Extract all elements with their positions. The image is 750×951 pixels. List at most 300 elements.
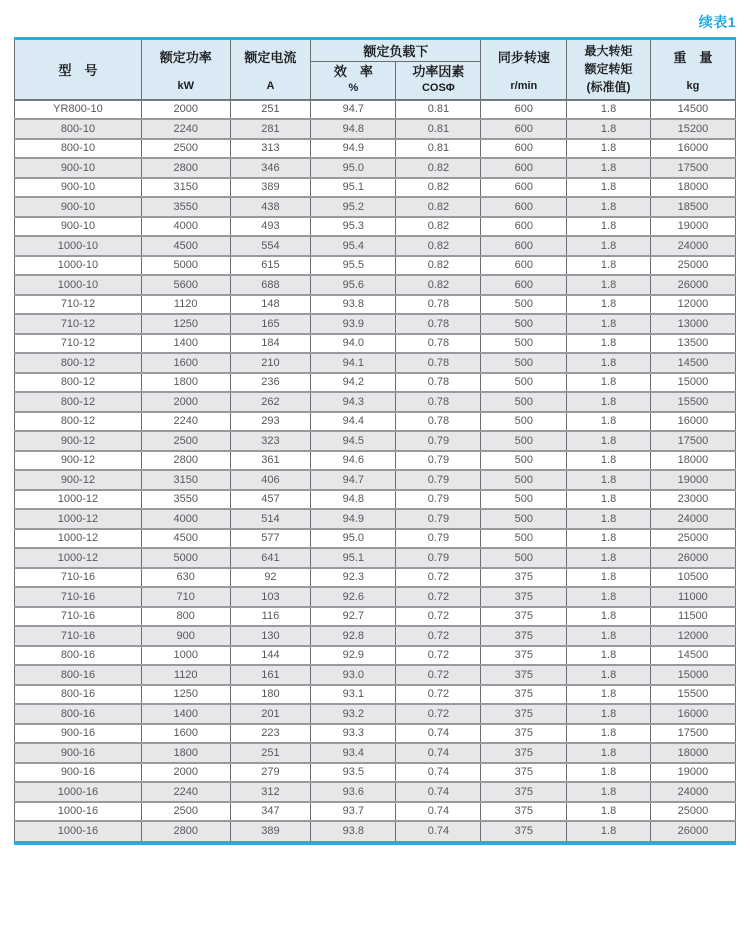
header-rated-load-group [311,40,481,61]
table-cell: 1.8 [567,821,651,841]
table-row [15,548,736,568]
table-cell: 2500 [141,431,230,451]
table-cell: 1.8 [567,431,651,451]
table-cell: 93.7 [311,802,396,822]
table-cell: 1000 [141,646,230,666]
table-row [15,646,736,666]
table-cell: 92.6 [311,587,396,607]
table-row [15,334,736,354]
table-cell: 95.4 [311,236,396,256]
table-cell: 94.1 [311,353,396,373]
table-cell: 18000 [650,451,735,471]
continuation-table-label: 续表1 [698,14,736,30]
table-cell: 1.8 [567,119,651,139]
table-cell: 2800 [141,451,230,471]
table-cell: 15000 [650,665,735,685]
table-cell: 94.7 [311,100,396,120]
header-rated-power [141,40,230,100]
table-cell: 13000 [650,314,735,334]
table-cell: 1120 [141,665,230,685]
table-cell: 0.72 [396,665,481,685]
table-cell: 361 [230,451,311,471]
table-cell: 1.8 [567,782,651,802]
table-cell: 710-12 [15,334,142,354]
table-cell: 16000 [650,704,735,724]
table-cell: 15500 [650,392,735,412]
table-cell: 375 [481,646,567,666]
header-efficiency-label: 效 率 [333,64,373,79]
table-cell: 313 [230,139,311,159]
table-cell: 93.4 [311,743,396,763]
table-cell: 375 [481,802,567,822]
table-cell: 94.6 [311,451,396,471]
table-cell: 0.82 [396,158,481,178]
table-row [15,685,736,705]
table-cell: 375 [481,665,567,685]
table-cell: 2500 [141,802,230,822]
table-cell: 11000 [650,587,735,607]
table-row [15,802,736,822]
table-cell: 0.82 [396,256,481,276]
table-cell: 5000 [141,548,230,568]
table-cell: 2500 [141,139,230,159]
table-cell: 26000 [650,821,735,841]
table-row [15,392,736,412]
table-cell: 347 [230,802,311,822]
table-cell: 500 [481,353,567,373]
table-cell: 94.2 [311,373,396,393]
table-cell: 500 [481,431,567,451]
table-cell: 1.8 [567,217,651,237]
table-cell: 93.9 [311,314,396,334]
table-row [15,470,736,490]
table-row [15,451,736,471]
table-cell: 93.0 [311,665,396,685]
table-cell: 500 [481,412,567,432]
table-cell: 500 [481,451,567,471]
table-cell: 438 [230,197,311,217]
table-cell: 2000 [141,392,230,412]
motor-spec-table [14,40,736,841]
table-cell: 1.8 [567,509,651,529]
table-cell: 688 [230,275,311,295]
table-cell: 1.8 [567,743,651,763]
table-cell: 1.8 [567,665,651,685]
table-cell: 0.74 [396,821,481,841]
header-sync-speed-label: 同步转速 [497,50,550,65]
header-rated-current-unit: A [266,79,275,92]
table-cell: 800-10 [15,139,142,159]
table-cell: 0.82 [396,197,481,217]
table-cell: 500 [481,373,567,393]
table-cell: 17500 [650,724,735,744]
table-cell: 3550 [141,197,230,217]
table-cell: 1.8 [567,334,651,354]
table-cell: 800-12 [15,412,142,432]
table-cell: 1.8 [567,724,651,744]
table-cell: 95.2 [311,197,396,217]
table-cell: 375 [481,724,567,744]
table-cell: 4000 [141,509,230,529]
table-cell: 710-12 [15,314,142,334]
table-cell: 93.6 [311,782,396,802]
table-cell: 2000 [141,100,230,120]
table-cell: 0.78 [396,412,481,432]
table-cell: 375 [481,763,567,783]
table-cell: 375 [481,587,567,607]
table-row [15,275,736,295]
table-cell: 600 [481,217,567,237]
table-cell: 116 [230,607,311,627]
table-cell: 375 [481,568,567,588]
table-cell: 2240 [141,412,230,432]
table-cell: 0.78 [396,314,481,334]
table-cell: 1250 [141,314,230,334]
table-cell: 5600 [141,275,230,295]
table-cell: 615 [230,256,311,276]
table-cell: 2800 [141,821,230,841]
table-cell: 95.0 [311,158,396,178]
table-cell: 18000 [650,178,735,198]
table-cell: 1600 [141,353,230,373]
table-cell: 0.79 [396,490,481,510]
table-cell: 1.8 [567,178,651,198]
table-cell: 1000-12 [15,509,142,529]
table-cell: 1.8 [567,470,651,490]
table-cell: 375 [481,607,567,627]
table-cell: 800-16 [15,665,142,685]
table-cell: 2240 [141,782,230,802]
table-cell: 500 [481,529,567,549]
header-rated-power-label: 额定功率 [159,50,212,65]
table-cell: 600 [481,139,567,159]
table-cell: 184 [230,334,311,354]
table-cell: 346 [230,158,311,178]
table-cell: 600 [481,158,567,178]
table-cell: 1.8 [567,646,651,666]
table-cell: 0.74 [396,724,481,744]
table-cell: 0.72 [396,626,481,646]
table-cell: 18000 [650,743,735,763]
table-cell: 12000 [650,626,735,646]
table-row [15,100,736,120]
table-cell: 1400 [141,704,230,724]
table-cell: 93.2 [311,704,396,724]
table-cell: 1.8 [567,314,651,334]
table-row [15,704,736,724]
header-max-torque-line1: 最大转矩 [584,44,633,58]
table-cell: 0.78 [396,295,481,315]
table-cell: 161 [230,665,311,685]
table-cell: 710-12 [15,295,142,315]
table-cell: 93.1 [311,685,396,705]
table-cell: 800-16 [15,704,142,724]
table-cell: 900 [141,626,230,646]
table-cell: 95.3 [311,217,396,237]
table-row [15,217,736,237]
table-cell: 500 [481,490,567,510]
table-cell: 600 [481,100,567,120]
table-cell: 165 [230,314,311,334]
table-cell: 0.72 [396,685,481,705]
table-row [15,626,736,646]
table-cell: 500 [481,295,567,315]
table-row [15,587,736,607]
table-cell: 1.8 [567,139,651,159]
table-cell: 375 [481,704,567,724]
spec-table-frame [14,37,736,845]
table-cell: 1000-10 [15,275,142,295]
table-cell: 1.8 [567,607,651,627]
table-cell: 900-10 [15,217,142,237]
table-cell: 25000 [650,529,735,549]
table-cell: 1.8 [567,158,651,178]
table-row [15,119,736,139]
table-cell: 493 [230,217,311,237]
table-cell: 19000 [650,763,735,783]
table-cell: 0.79 [396,431,481,451]
table-cell: 0.79 [396,529,481,549]
table-cell: 554 [230,236,311,256]
table-cell: 210 [230,353,311,373]
table-row [15,178,736,198]
header-max-torque-line3: (标准值) [586,79,631,94]
table-cell: 0.78 [396,353,481,373]
table-cell: 95.1 [311,548,396,568]
table-cell: 0.79 [396,548,481,568]
table-cell: 95.0 [311,529,396,549]
table-row [15,782,736,802]
table-cell: 500 [481,392,567,412]
table-cell: 1800 [141,373,230,393]
table-cell: 15500 [650,685,735,705]
table-cell: 93.8 [311,295,396,315]
table-header [15,40,736,100]
table-cell: 500 [481,509,567,529]
table-cell: 24000 [650,236,735,256]
table-cell: 0.72 [396,646,481,666]
table-cell: 600 [481,119,567,139]
table-cell: 24000 [650,509,735,529]
header-power-factor-label: 功率因素 [412,64,465,79]
table-cell: 0.82 [396,275,481,295]
table-cell: 1000-10 [15,256,142,276]
table-cell: 10500 [650,568,735,588]
table-cell: 281 [230,119,311,139]
table-cell: 144 [230,646,311,666]
table-cell: 94.9 [311,139,396,159]
table-row [15,373,736,393]
table-cell: 0.79 [396,509,481,529]
table-row [15,295,736,315]
table-cell: 92.9 [311,646,396,666]
header-rated-load-label: 额定负载下 [363,43,429,59]
table-cell: 92.7 [311,607,396,627]
table-row [15,743,736,763]
table-cell: 26000 [650,548,735,568]
table-cell: 0.82 [396,236,481,256]
header-model-label: 型 号 [58,62,98,78]
table-cell: YR800-10 [15,100,142,120]
table-cell: 500 [481,470,567,490]
header-max-torque-line2: 额定转矩 [584,61,633,76]
header-model [15,40,142,100]
table-cell: 94.0 [311,334,396,354]
table-cell: 406 [230,470,311,490]
table-cell: 900-10 [15,197,142,217]
table-cell: 0.78 [396,334,481,354]
table-cell: 1.8 [567,451,651,471]
table-cell: 1000-12 [15,529,142,549]
table-cell: 800-16 [15,685,142,705]
table-cell: 1000-16 [15,782,142,802]
table-cell: 92.3 [311,568,396,588]
table-cell: 1250 [141,685,230,705]
table-cell: 2800 [141,158,230,178]
table-row [15,236,736,256]
table-cell: 94.8 [311,119,396,139]
table-cell: 94.3 [311,392,396,412]
table-cell: 251 [230,743,311,763]
table-row [15,431,736,451]
header-weight-unit: kg [686,79,700,92]
table-cell: 1.8 [567,685,651,705]
table-cell: 94.7 [311,470,396,490]
table-row [15,724,736,744]
table-cell: 900-16 [15,763,142,783]
table-cell: 900-10 [15,158,142,178]
header-sync-speed-unit: r/min [510,79,538,92]
table-cell: 900-16 [15,724,142,744]
table-cell: 312 [230,782,311,802]
table-cell: 92.8 [311,626,396,646]
table-cell: 0.72 [396,587,481,607]
table-cell: 800-12 [15,392,142,412]
table-cell: 375 [481,626,567,646]
table-cell: 600 [481,197,567,217]
table-cell: 0.74 [396,743,481,763]
table-row [15,568,736,588]
table-cell: 95.1 [311,178,396,198]
table-cell: 641 [230,548,311,568]
table-row [15,353,736,373]
table-cell: 375 [481,685,567,705]
table-cell: 800-10 [15,119,142,139]
table-cell: 180 [230,685,311,705]
table-cell: 0.81 [396,119,481,139]
table-cell: 3150 [141,178,230,198]
table-cell: 323 [230,431,311,451]
table-cell: 0.82 [396,217,481,237]
table-cell: 92 [230,568,311,588]
table-cell: 1.8 [567,353,651,373]
table-cell: 389 [230,821,311,841]
table-cell: 1.8 [567,763,651,783]
table-cell: 2000 [141,763,230,783]
table-row [15,139,736,159]
table-cell: 0.81 [396,100,481,120]
table-cell: 3550 [141,490,230,510]
table-cell: 293 [230,412,311,432]
table-cell: 0.78 [396,392,481,412]
header-efficiency-unit: % [348,82,359,94]
table-cell: 262 [230,392,311,412]
table-cell: 1.8 [567,392,651,412]
header-rated-power-unit: kW [177,79,194,92]
table-cell: 500 [481,548,567,568]
table-cell: 1.8 [567,529,651,549]
table-cell: 4000 [141,217,230,237]
table-cell: 1.8 [567,236,651,256]
table-cell: 514 [230,509,311,529]
table-cell: 0.72 [396,704,481,724]
table-cell: 15000 [650,373,735,393]
table-cell: 0.79 [396,451,481,471]
header-efficiency [311,61,396,100]
table-row [15,256,736,276]
table-cell: 900-12 [15,431,142,451]
table-cell: 19000 [650,217,735,237]
table-cell: 16000 [650,412,735,432]
table-cell: 95.6 [311,275,396,295]
table-cell: 500 [481,334,567,354]
table-cell: 12000 [650,295,735,315]
table-cell: 103 [230,587,311,607]
table-cell: 1000-10 [15,236,142,256]
table-cell: 19000 [650,470,735,490]
table-cell: 600 [481,256,567,276]
table-row [15,763,736,783]
header-weight-label: 重 量 [673,50,713,65]
table-cell: 0.81 [396,139,481,159]
table-cell: 0.74 [396,763,481,783]
table-cell: 279 [230,763,311,783]
table-cell: 14500 [650,646,735,666]
table-body [15,100,736,841]
table-cell: 130 [230,626,311,646]
table-cell: 900-12 [15,470,142,490]
table-cell: 577 [230,529,311,549]
table-cell: 0.82 [396,178,481,198]
table-cell: 900-16 [15,743,142,763]
table-cell: 375 [481,821,567,841]
table-row [15,529,736,549]
table-cell: 24000 [650,782,735,802]
table-cell: 710-16 [15,626,142,646]
table-cell: 0.74 [396,802,481,822]
table-cell: 900-12 [15,451,142,471]
table-cell: 15200 [650,119,735,139]
table-cell: 1000-16 [15,802,142,822]
table-row [15,665,736,685]
table-cell: 251 [230,100,311,120]
table-cell: 375 [481,743,567,763]
table-cell: 2240 [141,119,230,139]
table-cell: 1.8 [567,100,651,120]
table-cell: 500 [481,314,567,334]
table-cell: 1.8 [567,704,651,724]
table-cell: 11500 [650,607,735,627]
table-cell: 236 [230,373,311,393]
header-rated-current-label: 额定电流 [244,50,297,65]
header-power-factor-unit: COSΦ [421,82,455,94]
table-cell: 26000 [650,275,735,295]
table-cell: 13500 [650,334,735,354]
table-cell: 1.8 [567,802,651,822]
table-cell: 3150 [141,470,230,490]
table-row [15,821,736,841]
table-cell: 93.8 [311,821,396,841]
